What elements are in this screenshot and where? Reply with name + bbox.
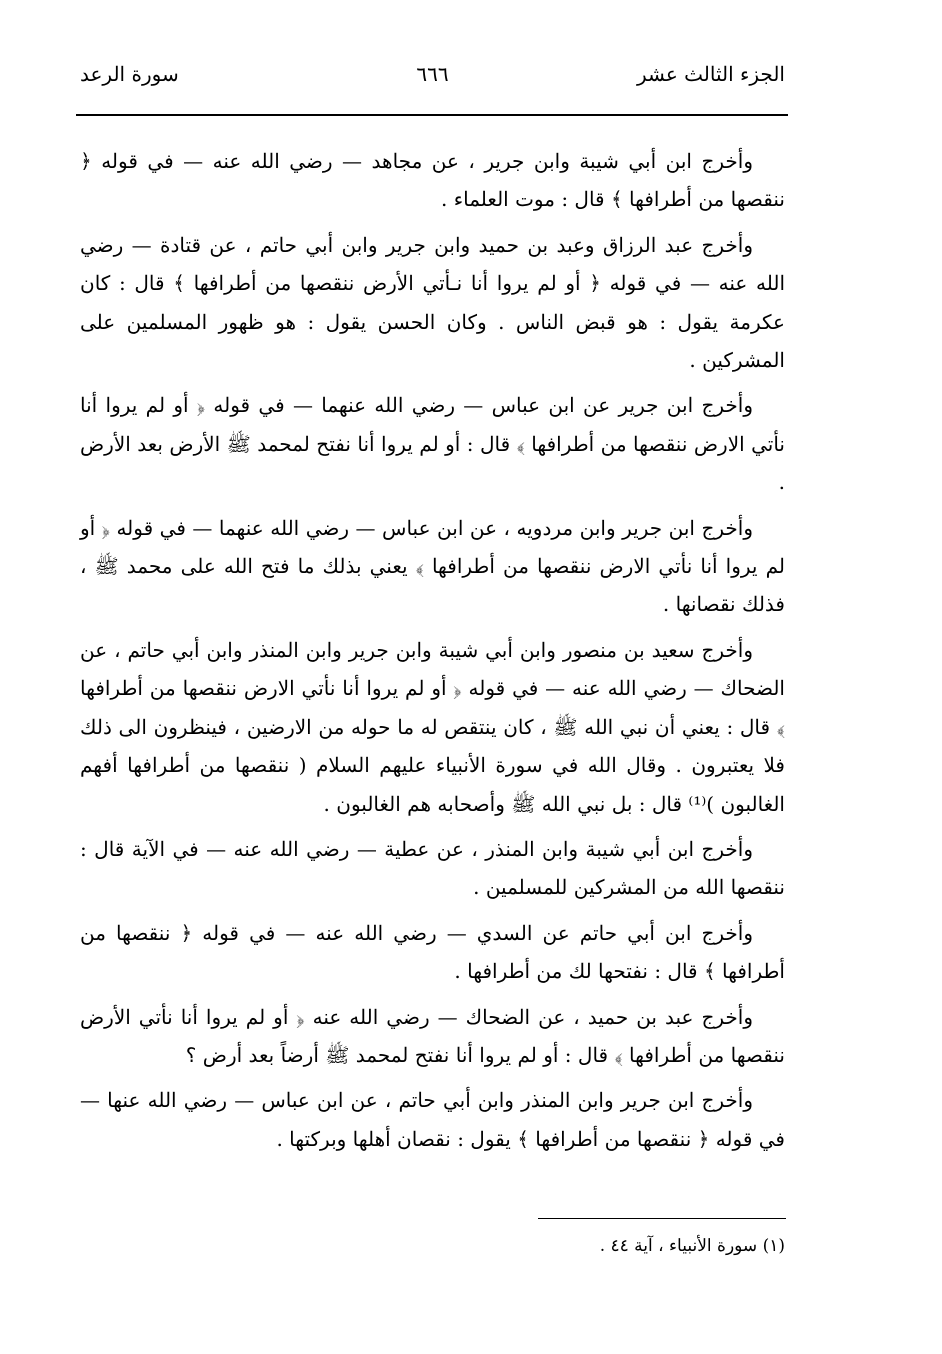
page-header	[80, 62, 785, 102]
paragraph: وأخرج ابن أبي شيبة وابن المنذر ، عن عطية — رضي الله عنه — في الآية قال : ننقصها الله من المشركين للمسلمين .	[80, 836, 785, 900]
header-rule	[76, 114, 788, 116]
footnote-rule	[538, 1218, 786, 1219]
paragraph: وأخرج سعيد بن منصور وابن أبي شيبة وابن جرير وابن المنذر وابن أبي حاتم ، عن الضحاك — رضي الله عنه — في قوله ﴿ أو لم يروا أنا نأتي الارض ننقصها من أطرافها ﴾ قال : يعني أن نبي الله ﷺ ، كان ينتقص له ما حوله من الارضين ، فينظرون الى ذلك فلا يعتبرون . وقال الله في سورة الأنبياء عليهم السلام ( ننقصها من أطرافها أفهم الغالبون )⁽¹⁾ قال : بل نبي الله ﷺ وأصحابه هم الغالبون .	[80, 637, 785, 816]
main-text	[80, 142, 785, 1158]
part-title: الجزء الثالث عشر	[636, 62, 785, 86]
footnote: (١) سورة الأنبياء ، آية ٤٤ .	[599, 1236, 785, 1256]
surah-title: سورة الرعد	[80, 62, 179, 86]
page-number: ٦٦٦	[416, 62, 449, 86]
paragraph: وأخرج ابن أبي حاتم عن السدي — رضي الله عنه — في قوله ﴿ ننقصها من أطرافها ﴾ قال : نفتحها لك من أطرافها .	[80, 920, 785, 984]
paragraph: وأخرج ابن جرير وابن المنذر وابن أبي حاتم ، عن ابن عباس — رضي الله عنها — في قوله ﴿ ننقصها من أطرافها ﴾ يقول : نقصان أهلها وبركتها .	[80, 1088, 785, 1151]
paragraph: وأخرج عبد الرزاق وعبد بن حميد وابن جرير وابن أبي حاتم ، عن قتادة — رضي الله عنه — في قوله ﴿ أو لم يروا أنا نـأتي الأرض ننقصها من أطرافها ﴾ قال : كان عكرمة يقول : هو قبض الناس . وكان الحسن يقول : هو ظهور المسلمين على المشركين .	[80, 232, 785, 373]
paragraph: وأخرج عبد بن حميد ، عن الضحاك — رضي الله عنه ﴿ أو لم يروا أنا نأتي الأرض ننقصها من أطرافها ﴾ قال : أو لم يروا أنا نفتح لمحمد ﷺ أرضاً بعد أرض ؟	[80, 1004, 785, 1067]
paragraph: وأخرج ابن جرير وابن مردويه ، عن ابن عباس — رضي الله عنهما — في قوله ﴿ أو لم يروا أنا نأتي الارض ننقصها من أطرافها ﴾ يعني بذلك ما فتح الله على محمد ﷺ ، فذلك نقصانها .	[80, 515, 785, 617]
paragraph: وأخرج ابن أبي شيبة وابن جرير ، عن مجاهد — رضي الله عنه — في قوله ﴿ ننقصها من أطرافها ﴾ قال : موت العلماء .	[80, 149, 785, 212]
paragraph: وأخرج ابن جرير عن ابن عباس — رضي الله عنهما — في قوله ﴿ أو لم يروا أنا نأتي الارض ننقصها من أطرافها ﴾ قال : أو لم يروا أنا نفتح لمحمد ﷺ الأرض بعد الأرض .	[80, 393, 785, 495]
